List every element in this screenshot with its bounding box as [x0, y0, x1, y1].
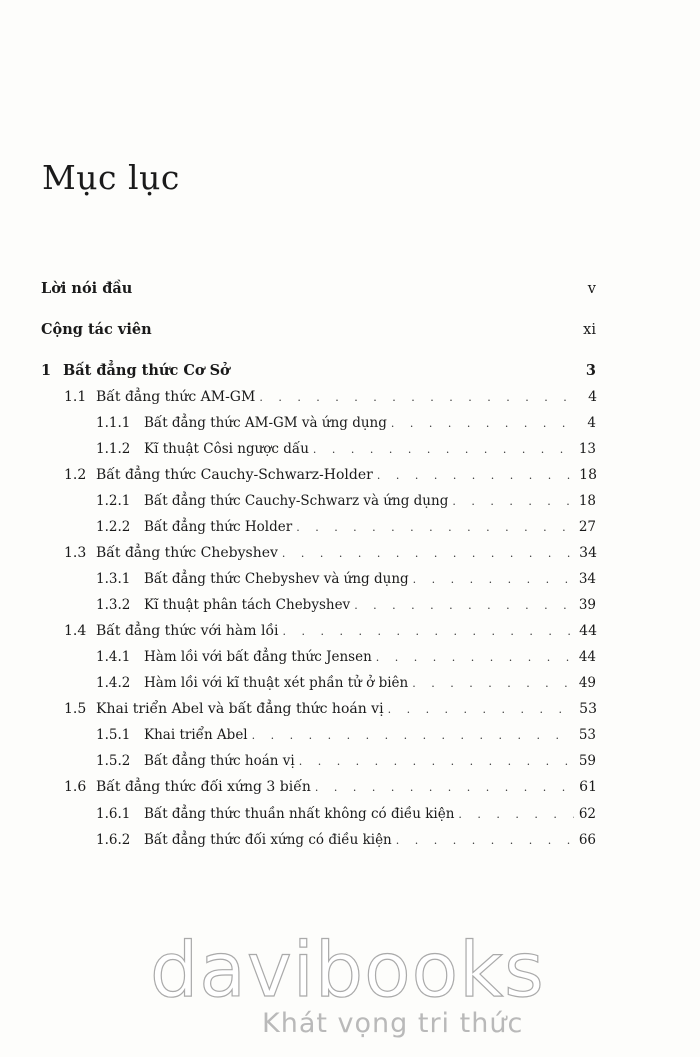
toc-entry-contributors[interactable] — [41, 321, 596, 338]
leader-dots — [354, 599, 574, 612]
toc-page-number: 53 — [578, 727, 596, 743]
toc-page-number: 59 — [578, 753, 596, 769]
section-number: 1.3 — [64, 545, 87, 561]
leader-dots — [396, 834, 574, 847]
toc-page-number: 34 — [579, 545, 597, 561]
toc-page-number: 44 — [579, 623, 597, 639]
toc-entry-preface[interactable] — [41, 280, 596, 297]
toc-entry-subsection[interactable] — [96, 832, 596, 848]
toc-entry-subsection[interactable] — [96, 649, 596, 665]
toc-page-number: 18 — [579, 467, 597, 483]
toc-entry-label: Bất đẳng thức Chebyshev — [96, 545, 278, 561]
toc-page-number: 61 — [579, 779, 597, 795]
toc-entry-label: Bất đẳng thức thuần nhất không có điều kiện — [144, 806, 455, 822]
subsection-number: 1.5.1 — [96, 727, 131, 743]
toc-entry-label: Kĩ thuật phân tách Chebyshev — [144, 597, 351, 613]
toc-page-number: 34 — [578, 571, 596, 587]
toc-page-number: 13 — [578, 441, 596, 457]
toc-entry-subsection[interactable] — [96, 727, 596, 743]
toc-page-number: 66 — [578, 832, 596, 848]
leader-dots — [283, 625, 575, 638]
leader-dots — [413, 573, 574, 586]
toc-entry-subsection[interactable] — [96, 571, 596, 587]
toc-entry-section[interactable] — [64, 545, 597, 561]
toc-entry-label: Cộng tác viên — [41, 321, 152, 338]
subsection-number: 1.2.2 — [96, 519, 131, 535]
toc-page-number: 3 — [585, 362, 596, 379]
subsection-number: 1.2.1 — [96, 493, 131, 509]
subsection-number: 1.4.1 — [96, 649, 131, 665]
toc-entry-label: Lời nói đầu — [41, 280, 133, 297]
leader-dots — [299, 755, 574, 768]
toc-page-number: xi — [583, 322, 596, 338]
leader-dots — [458, 808, 574, 821]
subsection-number: 1.4.2 — [96, 675, 131, 691]
subsection-number: 1.5.2 — [96, 753, 131, 769]
leader-dots — [391, 417, 574, 430]
section-number: 1.1 — [64, 389, 87, 405]
toc-entry-label: Bất đẳng thức Cauchy-Schwarz-Holder — [96, 467, 373, 483]
toc-page-number: 53 — [579, 701, 597, 717]
toc-entry-section[interactable] — [64, 467, 597, 483]
toc-entry-chapter-1[interactable] — [41, 362, 596, 379]
section-number: 1.4 — [64, 623, 87, 639]
subsection-number: 1.6.1 — [96, 806, 131, 822]
toc-entry-subsection[interactable] — [96, 441, 596, 457]
section-number: 1.2 — [64, 467, 87, 483]
toc-entry-label: Hàm lồi với kĩ thuật xét phần tử ở biên — [144, 675, 409, 691]
toc-entry-label: Bất đẳng thức đối xứng có điều kiện — [144, 832, 392, 848]
leader-dots — [252, 729, 574, 742]
toc-entry-label: Bất đẳng thức Cauchy-Schwarz và ứng dụng — [144, 493, 449, 509]
toc-page-number: 4 — [587, 415, 596, 431]
toc-entry-subsection[interactable] — [96, 493, 596, 509]
toc-page-number: 49 — [578, 675, 596, 691]
toc-entry-subsection[interactable] — [96, 753, 596, 769]
leader-dots — [282, 547, 575, 560]
toc-entry-label: Khai triển Abel — [144, 727, 248, 743]
toc-entry-section[interactable] — [64, 701, 597, 717]
toc-entry-subsection[interactable] — [96, 597, 596, 613]
toc-entry-label: Bất đẳng thức đối xứng 3 biến — [96, 779, 311, 795]
toc-page-number: 44 — [578, 649, 596, 665]
toc-entry-section[interactable] — [64, 389, 597, 405]
leader-dots — [452, 495, 574, 508]
toc-entry-subsection[interactable] — [96, 519, 596, 535]
leader-dots — [296, 521, 574, 534]
subsection-number: 1.3.1 — [96, 571, 131, 587]
toc-page-number: 62 — [578, 806, 596, 822]
toc-entry-label: Bất đẳng thức hoán vị — [144, 753, 295, 769]
toc-entry-section[interactable] — [64, 623, 597, 639]
leader-dots — [412, 677, 574, 690]
toc-entry-label: Bất đẳng thức Cơ Sở — [63, 362, 230, 379]
watermark-logo: davibooks — [150, 925, 545, 1014]
toc-page-number: v — [587, 281, 596, 297]
toc-entry-label: Bất đẳng thức Chebyshev và ứng dụng — [144, 571, 409, 587]
chapter-number: 1 — [41, 362, 52, 379]
leader-dots — [388, 703, 575, 716]
toc-page-number: 27 — [578, 519, 596, 535]
section-number: 1.5 — [64, 701, 87, 717]
toc-entry-subsection[interactable] — [96, 806, 596, 822]
toc-entry-label: Khai triển Abel và bất đẳng thức hoán vị — [96, 701, 384, 717]
toc-page-number: 18 — [578, 493, 596, 509]
subsection-number: 1.6.2 — [96, 832, 131, 848]
subsection-number: 1.3.2 — [96, 597, 131, 613]
section-number: 1.6 — [64, 779, 87, 795]
leader-dots — [313, 443, 574, 456]
toc-entry-label: Hàm lồi với bất đẳng thức Jensen — [144, 649, 372, 665]
subsection-number: 1.1.2 — [96, 441, 131, 457]
toc-entry-subsection[interactable] — [96, 675, 596, 691]
leader-dots — [376, 651, 574, 664]
page-title: Mục lục — [42, 158, 180, 197]
leader-dots — [259, 391, 575, 404]
toc-entry-section[interactable] — [64, 779, 597, 795]
toc-entry-label: Kĩ thuật Côsi ngược dấu — [144, 441, 309, 457]
subsection-number: 1.1.1 — [96, 415, 131, 431]
toc-entry-subsection[interactable] — [96, 415, 596, 431]
leader-dots — [377, 469, 575, 482]
toc-entry-label: Bất đẳng thức AM-GM — [96, 389, 256, 405]
toc-entry-label: Bất đẳng thức AM-GM và ứng dụng — [144, 415, 387, 431]
watermark-tagline: Khát vọng tri thức — [262, 1008, 524, 1039]
leader-dots — [315, 781, 575, 794]
toc-entry-label: Bất đẳng thức Holder — [144, 519, 293, 535]
toc-page-number: 39 — [578, 597, 596, 613]
toc-page-number: 4 — [588, 389, 597, 405]
toc-entry-label: Bất đẳng thức với hàm lồi — [96, 623, 279, 639]
